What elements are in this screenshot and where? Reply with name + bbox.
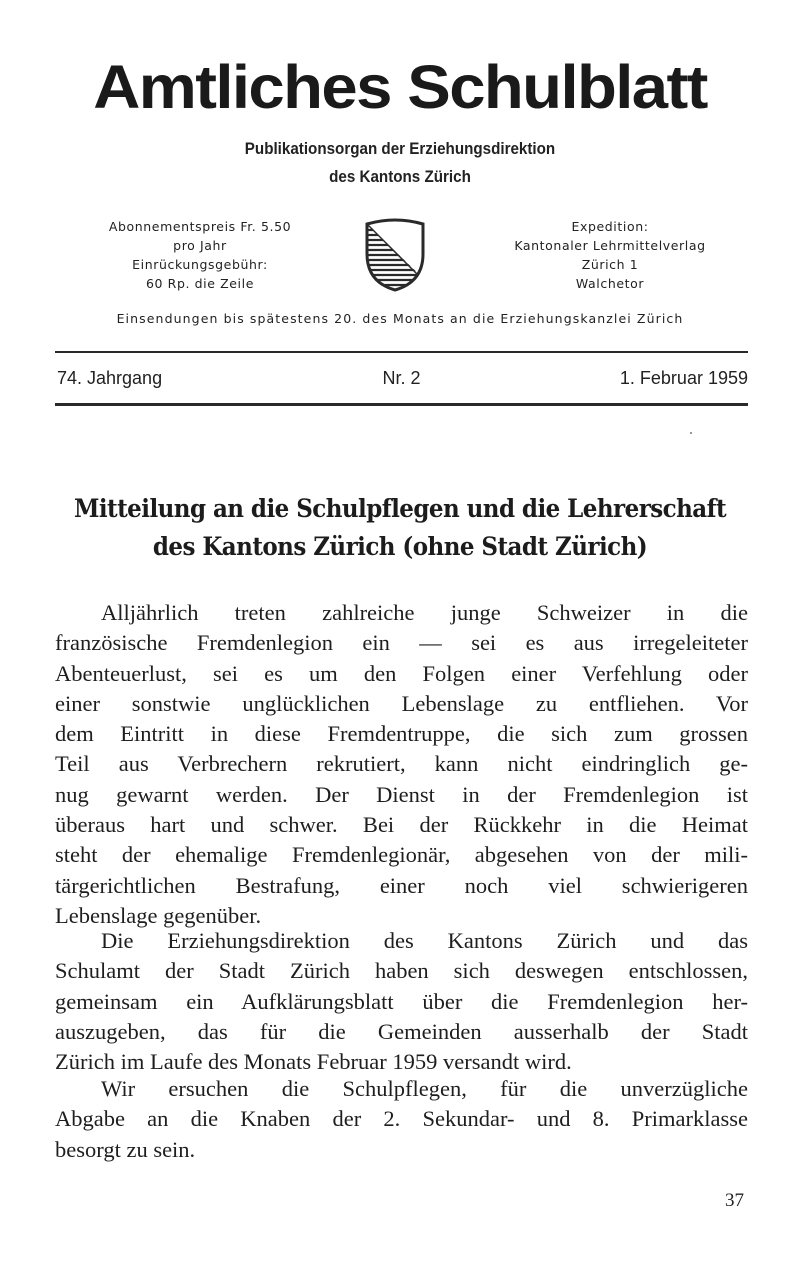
article-paragraph-3 (55, 1074, 748, 1165)
issue-info-row (55, 368, 748, 394)
text-line: Teil aus Verbrechern rekrutiert, kann nicht eindringlich ge- (55, 751, 748, 777)
page-number: 37 (725, 1190, 744, 1211)
headline-line2: des Kantons Zürich (ohne Stadt Zürich) (152, 532, 648, 561)
subscription-info (80, 217, 320, 293)
text-line: gemeinsam ein Aufklärungsblatt über die Fremdenlegion her- (55, 988, 748, 1014)
text-line: tärgerichtlichen Bestrafung, einer noch viel schwierigeren (55, 872, 748, 898)
text-line: französische Fremdenlegion ein — sei es aus irregeleiteter (55, 630, 748, 656)
text-line: besorgt zu sein. (55, 1136, 196, 1162)
text-line: Abgabe an die Knaben der 2. Sekundar- und 8. Primarklasse (55, 1106, 748, 1132)
zurich-coat-of-arms-icon (357, 216, 433, 292)
text-line: Lebenslage gegenüber. (55, 902, 262, 928)
article-paragraph-1 (55, 598, 748, 931)
masthead-title: Amtliches Schulblatt (93, 53, 707, 121)
subscription-price: Abonnementspreis Fr. 5.50 (108, 219, 292, 234)
expedition-publisher: Kantonaler Lehrmittelverlag (514, 238, 706, 253)
article-headline (69, 490, 731, 566)
insertion-fee-label: Einrückungsgebühr: (132, 257, 268, 272)
volume-label: 74. Jahrgang (57, 368, 163, 388)
expedition-info (490, 217, 730, 293)
text-line: überaus hart und schwer. Bei der Rückkehr in die Heimat (55, 812, 748, 838)
expedition-address: Walchetor (575, 276, 645, 291)
masthead-subtitle-line2: des Kantons Zürich (329, 168, 471, 186)
text-line: Wir ersuchen die Schulpflegen, für die unverzügliche (101, 1076, 748, 1101)
text-line: Die Erziehungsdirektion des Kantons Zürich und das (101, 928, 748, 953)
insertion-fee-value: 60 Rp. die Zeile (145, 276, 254, 291)
expedition-label: Expedition: (571, 219, 649, 234)
issue-number: Nr. 2 (382, 368, 421, 388)
masthead-subtitle-line1: Publikationsorgan der Erziehungsdirektion (244, 140, 556, 158)
text-line: Alljährlich treten zahlreiche junge Schweizer in die (101, 600, 748, 625)
text-line: dem Eintritt in diese Fremdentruppe, die sich zum grossen (55, 721, 748, 747)
expedition-city: Zürich 1 (581, 257, 639, 272)
submission-deadline-note: Einsendungen bis spätestens 20. des Monats an die Erziehungskanzlei Zürich (116, 311, 684, 326)
text-line: Schulamt der Stadt Zürich haben sich deswegen entschlossen, (55, 958, 748, 984)
text-line: Zürich im Laufe des Monats Februar 1959 versandt wird. (55, 1049, 572, 1075)
subscription-period: pro Jahr (173, 238, 227, 253)
text-line: steht der ehemalige Fremdenlegionär, abgesehen von der mili- (55, 842, 748, 868)
article-paragraph-2 (55, 926, 748, 1077)
headline-line1: Mitteilung an die Schulpflegen und die Lehrerschaft (73, 494, 727, 523)
text-line: nug gewarnt werden. Der Dienst in der Fremdenlegion ist (55, 781, 748, 807)
issue-date: 1. Februar 1959 (619, 368, 748, 388)
text-line: einer sonstwie unglücklichen Lebenslage zu entfliehen. Vor (55, 690, 748, 716)
text-line: Abenteuerlust, sei es um den Folgen einer Verfehlung oder (55, 660, 748, 686)
text-line: auszugeben, das für die Gemeinden ausserhalb der Stadt (55, 1018, 748, 1044)
top-rule (55, 351, 748, 353)
print-speck (690, 432, 692, 434)
bottom-rule (55, 403, 748, 406)
